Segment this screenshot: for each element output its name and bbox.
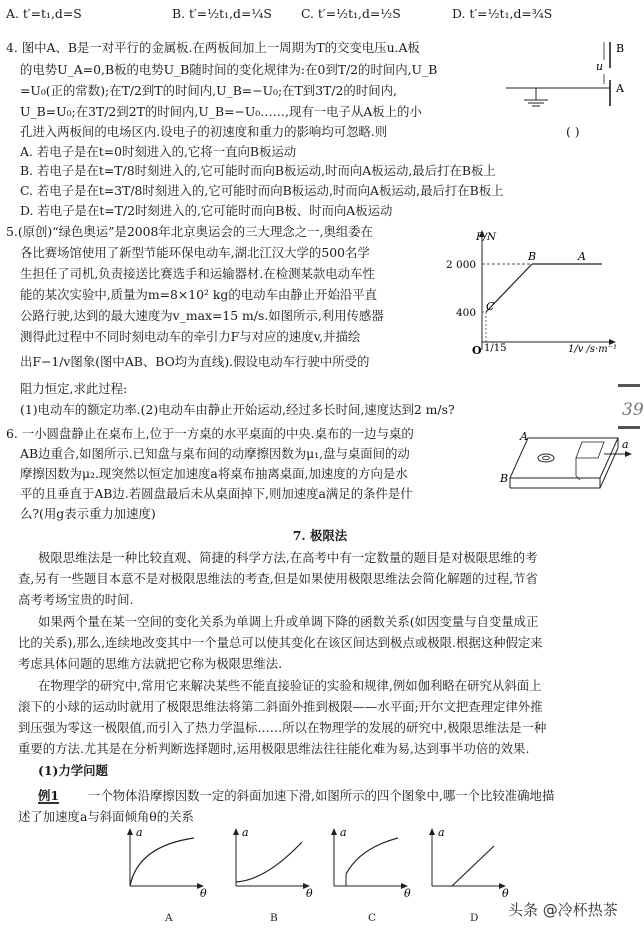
q4-plates-figure (500, 36, 640, 108)
q5-line-3: 生担任了司机,负责接送比赛选手和运输器材.在检测某款电动车性 (20, 266, 375, 281)
margin-mark-bottom (618, 426, 640, 429)
q6-line-2: AB边重合,如图所示.已知盘与桌布间的动摩擦因数为μ₁,盘与桌面间的动 (20, 446, 410, 461)
q5-line-1: 5.(原创)“绿色奥运”是2008年北京奥运会的三大理念之一,奥组委在 (6, 224, 374, 239)
q5-line-7: 出F−1/v图象(图中AB、BO均为直线).假设电动车行驶中所受的 (20, 354, 370, 369)
q3-option-c: C. t′=½t₁,d=½S (301, 6, 401, 21)
subsection-title: (1)力学问题 (38, 763, 108, 778)
q4-option-d: D. 若电子是在t=T/2时刻进入的,它可能时而向B板、时而向A板运动 (20, 203, 393, 218)
para-2-line-3: 考虑具体问题的思维方法就把它称为极限思维法. (18, 656, 283, 671)
graph-b-ylabel: a (242, 826, 249, 839)
q4-answer-bracket: ( ) (566, 124, 580, 139)
example-badge (38, 790, 59, 804)
example-line-2: 述了加速度a与斜面倾角θ的关系 (18, 809, 194, 824)
q5-point-a: A (578, 250, 586, 263)
para-3-line-2: 滚下的小球的运动时就用了极限思维法将第二斜面外推到极限——水平面;开尔文把查理定律外推 (18, 699, 543, 714)
q5-point-b: B (528, 250, 537, 263)
graph-label-b: B (270, 912, 278, 924)
example-line-1: 一个物体沿摩擦因数一定的斜面加速下滑,如图所示的四个图象中,哪一个比较准确地描 (88, 788, 555, 803)
page-number: 39 (622, 400, 644, 420)
para-1-line-3: 高考考场宝贵的时间. (18, 592, 134, 607)
para-3-line-4: 重要的方法.尤其是在分析判断选择题时,运用极限思维法往往能化难为易,达到事半功倍的效果. (18, 741, 530, 756)
q5-y-high: 2 000 (446, 259, 477, 271)
q4-label-a: A (616, 82, 624, 95)
q5-x-tick: 1/15 (484, 343, 507, 354)
q3-option-a: A. t′=t₁,d=S (6, 6, 82, 21)
q5-line-5: 公路行驶,达到的最大速度为v_max=15 m/s.如图所示,利用传感器 (20, 308, 384, 323)
q4-line-2: 的电势U_A=0,B板的电势U_B随时间的变化规律为:在0到T/2的时间内,U_B (20, 62, 438, 77)
section-title: 7. 极限法 (292, 528, 348, 543)
q4-line-3: =U₀(正的常数);在T/2到T的时间内,U_B=−U₀;在T到3T/2的时间内, (20, 83, 397, 98)
graph-label-c: C (368, 912, 377, 924)
graph-d-xlabel: θ (502, 887, 509, 900)
q5-line-6: 测得此过程中不同时刻电动车的牵引力F与对应的速度v,并描绘 (20, 329, 361, 344)
graph-c-ylabel: a (340, 826, 347, 839)
q3-option-b: B. t′=½t₁,d=¼S (172, 6, 272, 21)
para-1-line-2: 查,另有一些题目本意不是对极限思维法的考查,但是如果使用极限思维法会简化解题的过程,节省 (18, 571, 538, 586)
q6-line-3: 摩擦因数为μ₂.现突然以恒定加速度a将桌布抽离桌面,加速度的方向是水 (20, 466, 408, 481)
q4-label-u: u (596, 60, 604, 73)
graph-a-ylabel: a (136, 826, 143, 839)
q5-xlabel: 1/v /s·m⁻¹ (568, 344, 618, 355)
q5-line-4: 能的某次实验中,质量为m=8×10² kg的电动车由静止开始沿平直 (20, 287, 378, 302)
para-2-line-1: 如果两个量在某一空间的变化关系为单调上升或单调下降的函数关系(如因变量与自变量成正 (38, 614, 539, 629)
para-1-line-1: 极限思维法是一种比较直观、简捷的科学方法,在高考中有一定数量的题目是对极限思维的考 (38, 550, 538, 565)
example-graph-c (324, 826, 424, 898)
q4-option-a: A. 若电子是在t=0时刻进入的,它将一直向B板运动 (20, 144, 297, 159)
graph-c-xlabel: θ (404, 887, 411, 900)
q5-ylabel: F/N (476, 231, 497, 243)
q5-point-c: C (486, 300, 495, 313)
para-3-line-1: 在物理学的研究中,常用它来解决某些不能直接验证的实验和规律,例如伽利略在研究从斜面上 (38, 678, 542, 693)
q5-line-2: 各比赛场馆使用了新型节能环保电动车,湖北江汉大学的500名学 (20, 245, 370, 260)
q4-line-4: U_B=U₀;在3T/2到2T的时间内,U_B=−U₀……,现有一电子从A板上的小 (20, 104, 422, 119)
q6-label-b: B (500, 472, 509, 485)
q5-line-9: (1)电动车的额定功率.(2)电动车由静止开始运动,经过多长时间,速度达到2 m/s? (20, 402, 455, 417)
q6-label-accel: a (622, 438, 629, 451)
para-2-line-2: 比的关系),那么,连续地改变其中一个量总可以使其变化在该区间达到极点或极限.根据这种假定来 (18, 635, 543, 650)
q4-label-b: B (616, 42, 625, 55)
graph-label-d: D (470, 912, 479, 924)
q5-origin: O (472, 344, 482, 357)
example-graph-b (226, 826, 326, 898)
graph-b-xlabel: θ (306, 887, 313, 900)
watermark: 头条 @冷杯热茶 (508, 901, 618, 919)
q5-y-low: 400 (456, 307, 477, 319)
example-graph-d (422, 826, 522, 898)
margin-mark-top (618, 384, 640, 387)
q6-label-a: A (520, 430, 528, 443)
q4-option-b: B. 若电子是在t=T/8时刻进入的,它可能时而向B板运动,时而向A板运动,最后打在B板上 (20, 163, 496, 178)
q6-line-5: 么?(用g表示重力加速度) (20, 506, 156, 521)
q6-line-4: 平的且垂直于AB边.若圆盘最后未从桌面掉下,则加速度a满足的条件是什 (20, 486, 413, 501)
q6-table-figure (500, 428, 638, 508)
q3-option-d: D. t′=½t₁,d=¾S (452, 6, 553, 21)
graph-label-a: A (165, 912, 173, 924)
example-label: 例1 (38, 788, 60, 803)
q5-line-8: 阻力恒定,求此过程: (20, 381, 128, 396)
q6-line-1: 6. 一小圆盘静止在桌布上,位于一方桌的水平桌面的中央.桌布的一边与桌的 (6, 426, 414, 441)
q4-line-1: 4. 图中A、B是一对平行的金属板.在两板间加上一周期为T的交变电压u.A板 (6, 40, 420, 55)
para-3-line-3: 到压强为零这一极限值,而引入了热力学温标……所以在物理学的发展的研究中,极限思维法是一种 (18, 720, 547, 735)
q4-option-c: C. 若电子是在t=3T/8时刻进入的,它可能时而向B板运动,时而向A板运动,最后打在B板上 (20, 183, 504, 198)
q4-line-5: 孔进入两板间的电场区内.设电子的初速度和重力的影响均可忽略.则 (20, 124, 388, 139)
q5-f-graph (446, 226, 618, 358)
graph-d-ylabel: a (438, 826, 445, 839)
graph-a-xlabel: θ (200, 887, 207, 900)
